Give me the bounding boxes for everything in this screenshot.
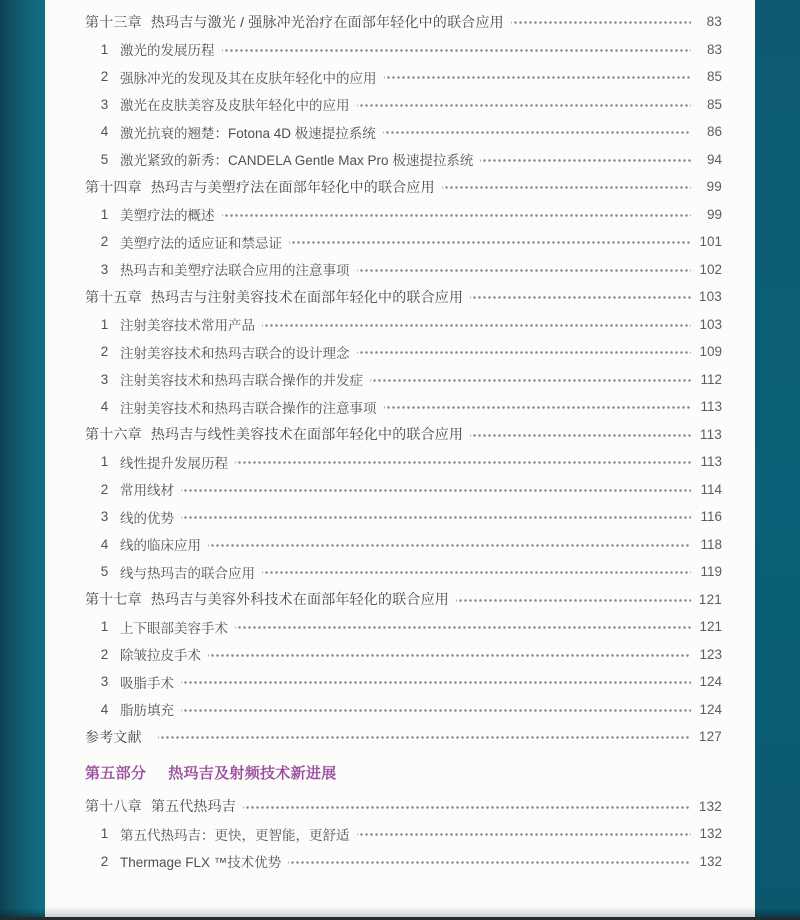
dot-leader — [357, 91, 692, 119]
dot-leader — [289, 228, 691, 256]
toc-item-row — [85, 641, 722, 669]
page-number: 85 — [706, 69, 722, 85]
page-number: 113 — [700, 454, 722, 470]
toc-chapter-row — [85, 421, 722, 449]
dot-leader — [235, 448, 691, 476]
dot-leader — [357, 820, 692, 848]
toc-item-row — [85, 531, 722, 559]
toc-chapter-row — [85, 173, 722, 201]
item-title: 线性提升发展历程 — [120, 455, 228, 471]
page-number: 114 — [700, 481, 722, 497]
item-title: 线的优势 — [120, 510, 174, 526]
chapter-label: 第十八章 — [85, 798, 142, 815]
toc-chapter-row — [85, 8, 722, 36]
page-number: 118 — [700, 536, 722, 552]
dot-leader — [480, 146, 691, 174]
page-number: 94 — [706, 151, 722, 167]
dot-leader — [383, 118, 691, 146]
chapter-title: 热玛吉与线性美容技术在面部年轻化中的联合应用 — [150, 426, 464, 443]
part-header-row — [85, 758, 722, 788]
item-title: 美塑疗法的适应证和禁忌证 — [120, 235, 282, 251]
dot-leader — [235, 613, 691, 641]
dot-leader — [370, 366, 691, 394]
left-binding-bar — [0, 0, 45, 920]
item-title: Thermage FLX ™技术优势 — [120, 855, 282, 871]
page-number: 113 — [699, 426, 722, 442]
toc-item-row — [85, 668, 722, 696]
item-number: 1 — [100, 206, 109, 222]
item-number: 4 — [100, 701, 109, 717]
page-number: 127 — [698, 729, 722, 745]
page-number: 99 — [706, 206, 722, 222]
toc-item-row — [85, 393, 722, 421]
item-title: 第五代热玛吉：更快，更智能，更舒适 — [120, 827, 350, 843]
item-title: 热玛吉和美塑疗法联合应用的注意事项 — [120, 263, 350, 279]
dot-leader — [470, 421, 691, 449]
toc-item-row — [85, 558, 722, 586]
item-number: 2 — [100, 481, 109, 497]
item-title: 激光在皮肤美容及皮肤年轻化中的应用 — [120, 98, 350, 114]
item-title: 脂肪填充 — [120, 703, 174, 719]
item-number: 2 — [100, 234, 109, 250]
page-number: 103 — [698, 289, 722, 305]
item-number: 4 — [100, 399, 109, 415]
page-number: 132 — [699, 853, 722, 869]
toc-item-row — [85, 311, 722, 339]
toc-item-row — [85, 118, 722, 146]
dot-leader — [262, 558, 691, 586]
page-number: 124 — [699, 674, 722, 690]
item-number: 3 — [100, 261, 109, 277]
dot-leader — [456, 586, 691, 614]
item-number: 1 — [100, 826, 109, 842]
page-number: 116 — [700, 509, 722, 525]
chapter-label: 第十四章 — [85, 178, 142, 195]
item-number: 1 — [100, 316, 109, 332]
item-title: 激光的发展历程 — [120, 43, 215, 59]
item-number: 2 — [100, 69, 109, 85]
item-title: 线与热玛吉的联合应用 — [120, 565, 255, 581]
chapter-title: 热玛吉与美塑疗法在面部年轻化中的联合应用 — [150, 178, 435, 195]
chapter-label: 第十三章 — [85, 13, 142, 30]
item-number: 5 — [100, 151, 109, 167]
chapter-title: 热玛吉与注射美容技术在面部年轻化中的联合应用 — [150, 288, 464, 305]
chapter-title: 热玛吉与美容外科技术在面部年轻化的联合应用 — [150, 591, 450, 608]
page-number: 99 — [706, 179, 722, 195]
dot-leader — [384, 63, 692, 91]
page-number: 109 — [699, 344, 722, 360]
item-title: 激光抗衰的翘楚：Fotona 4D 极速提拉系统 — [120, 125, 376, 141]
item-title: 注射美容技术常用产品 — [120, 318, 255, 334]
page-number: 121 — [699, 619, 722, 635]
item-number: 2 — [100, 646, 109, 662]
page-number: 112 — [700, 371, 722, 387]
part-title: 热玛吉及射频技术新进展 — [168, 765, 337, 782]
dot-leader — [262, 311, 691, 339]
page-number: 83 — [706, 14, 722, 30]
item-number: 4 — [100, 536, 109, 552]
toc-item-row — [85, 201, 722, 229]
item-title: 注射美容技术和热玛吉联合操作的注意事项 — [120, 400, 377, 416]
page-number: 83 — [706, 41, 722, 57]
item-number: 2 — [100, 853, 109, 869]
dot-leader — [357, 256, 692, 284]
toc-chapter-row — [85, 586, 722, 614]
item-number: 1 — [100, 619, 109, 635]
bottom-page-shadow — [45, 906, 755, 917]
page-number: 85 — [706, 96, 722, 112]
toc-item-row — [85, 503, 722, 531]
item-number: 3 — [100, 96, 109, 112]
page-number: 132 — [698, 798, 722, 814]
item-title: 激光紧致的新秀：CANDELA Gentle Max Pro 极速提拉系统 — [120, 153, 474, 169]
toc-item-row — [85, 146, 722, 174]
dot-leader — [158, 723, 691, 751]
item-title: 上下眼部美容手术 — [120, 620, 228, 636]
part-label: 第五部分 — [85, 765, 147, 782]
dot-leader — [511, 8, 691, 36]
toc-references-row — [85, 723, 722, 751]
toc-chapter-row — [85, 793, 722, 821]
toc-item-row — [85, 476, 722, 504]
dot-leader — [208, 531, 691, 559]
toc-item-row — [85, 448, 722, 476]
toc-item-row — [85, 228, 722, 256]
page-number: 132 — [699, 826, 722, 842]
dot-leader — [384, 393, 692, 421]
page-number: 123 — [699, 646, 722, 662]
item-number: 2 — [100, 344, 109, 360]
toc-item-row — [85, 36, 722, 64]
item-title: 注射美容技术和热玛吉联合的设计理念 — [120, 345, 350, 361]
page-number: 103 — [699, 316, 722, 332]
chapter-label: 第十五章 — [85, 288, 142, 305]
toc-item-row — [85, 91, 722, 119]
page-number: 86 — [706, 124, 722, 140]
toc-item-row — [85, 338, 722, 366]
dot-leader — [442, 173, 691, 201]
dot-leader — [222, 36, 692, 64]
item-number: 4 — [100, 124, 109, 140]
item-title: 除皱拉皮手术 — [120, 648, 201, 664]
page-number: 124 — [699, 701, 722, 717]
toc-chapter-row — [85, 283, 722, 311]
page-number: 119 — [700, 564, 722, 580]
chapter-label: 第十六章 — [85, 426, 142, 443]
page-number: 102 — [699, 261, 722, 277]
dot-leader — [181, 476, 691, 504]
item-title: 注射美容技术和热玛吉联合操作的并发症 — [120, 373, 363, 389]
dot-leader — [243, 793, 691, 821]
right-page-edge-bar — [755, 0, 800, 920]
item-title: 美塑疗法的概述 — [120, 208, 215, 224]
item-number: 1 — [100, 41, 109, 57]
item-title: 吸脂手术 — [120, 675, 174, 691]
dot-leader — [181, 696, 691, 724]
item-number: 3 — [100, 371, 109, 387]
toc-item-row — [85, 696, 722, 724]
item-number: 3 — [100, 674, 109, 690]
chapter-title: 热玛吉与激光 / 强脉冲光治疗在面部年轻化中的联合应用 — [150, 13, 504, 30]
chapter-label: 参考文献 — [85, 728, 142, 745]
item-title: 线的临床应用 — [120, 538, 201, 554]
dot-leader — [181, 668, 691, 696]
page-number: 113 — [700, 399, 722, 415]
dot-leader — [470, 283, 691, 311]
dot-leader — [288, 848, 691, 876]
page-number: 101 — [699, 234, 722, 250]
table-of-contents — [45, 0, 755, 875]
toc-item-row — [85, 256, 722, 284]
toc-item-row — [85, 613, 722, 641]
dot-leader — [222, 201, 692, 229]
item-number: 3 — [100, 509, 109, 525]
toc-item-row — [85, 366, 722, 394]
item-number: 5 — [100, 564, 109, 580]
page-number: 121 — [698, 591, 722, 607]
dot-leader — [208, 641, 691, 669]
dot-leader — [181, 503, 691, 531]
toc-item-row — [85, 820, 722, 848]
dot-leader — [357, 338, 692, 366]
item-number: 1 — [100, 454, 109, 470]
chapter-title: 第五代热玛吉 — [150, 798, 237, 815]
item-title: 强脉冲光的发现及其在皮肤年轻化中的应用 — [120, 70, 377, 86]
toc-item-row — [85, 848, 722, 876]
toc-item-row — [85, 63, 722, 91]
item-title: 常用线材 — [120, 483, 174, 499]
chapter-label: 第十七章 — [85, 591, 142, 608]
